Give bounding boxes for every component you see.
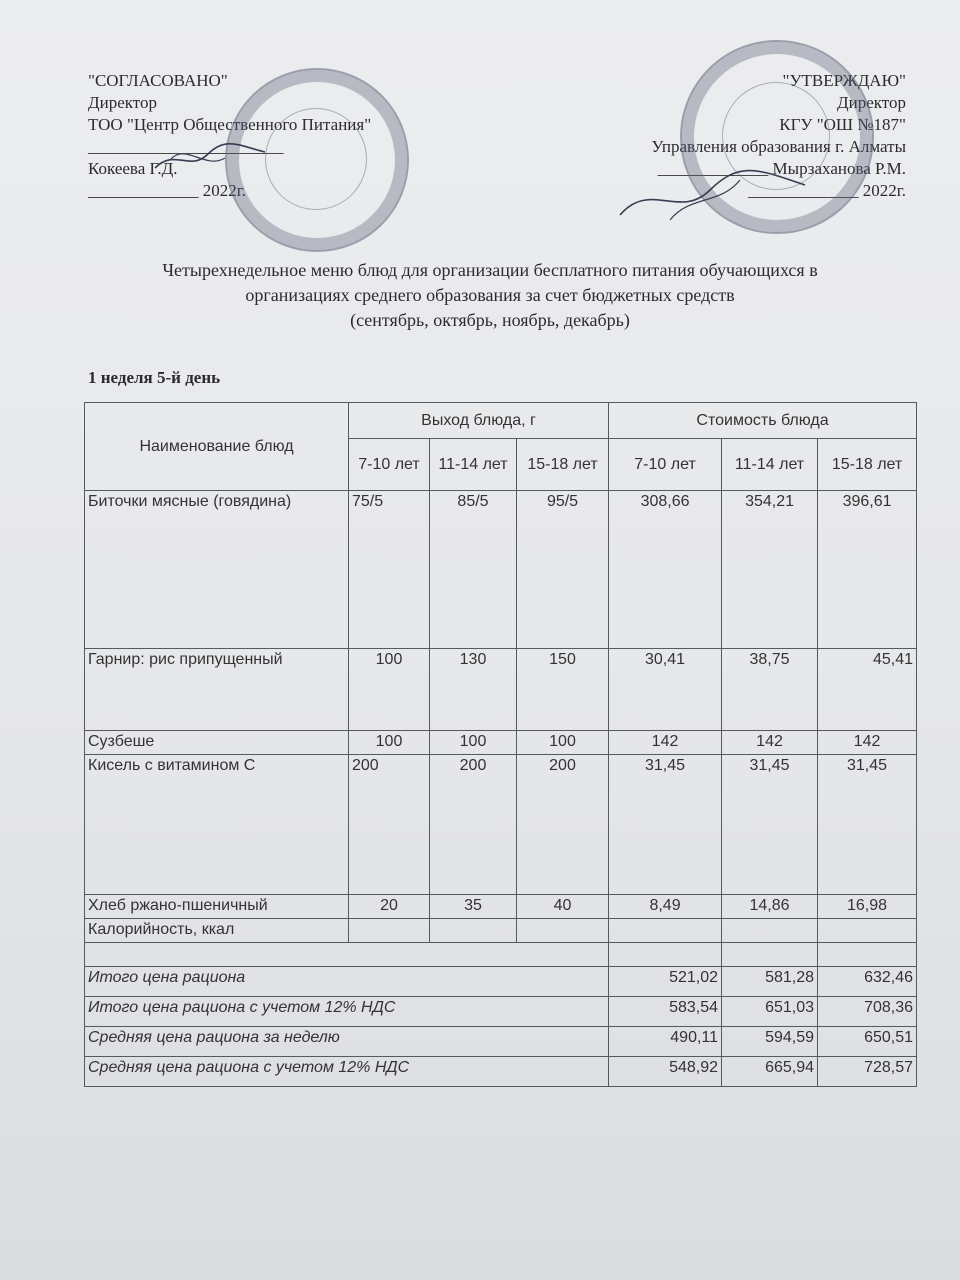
total-15-18: 632,46 [818,967,917,997]
cost-15-18: 45,41 [818,649,917,731]
menu-table [84,402,917,1087]
cost-7-10: 31,45 [609,755,722,895]
calories-label: Калорийность, ккал [85,919,349,943]
total-label: Итого цена рациона [85,967,609,997]
yield-7-10: 20 [349,895,430,919]
agreed-label: "СОГЛАСОВАНО" [88,71,228,90]
header-age-7-10: 7-10 лет [349,439,430,491]
cost-11-14: 31,45 [722,755,818,895]
yield-7-10: 100 [349,731,430,755]
total-row [85,1057,917,1087]
header-cost-age-15-18: 15-18 лет [818,439,917,491]
yield-15-18: 40 [517,895,609,919]
agreed-date: _____________ 2022г. [88,181,247,200]
cost-15-18: 142 [818,731,917,755]
title-line-1: Четырехнедельное меню блюд для организации бесплатного питания обучающихся в [162,260,818,280]
total-11-14: 665,94 [722,1057,818,1087]
table-row [85,649,917,731]
yield-11-14: 100 [430,731,517,755]
yield-15-18: 95/5 [517,491,609,649]
cost-11-14: 142 [722,731,818,755]
dish-name: Сузбеше [85,731,349,755]
header-age-11-14: 11-14 лет [430,439,517,491]
cost-15-18: 396,61 [818,491,917,649]
cost-11-14: 354,21 [722,491,818,649]
header-cost-age-11-14: 11-14 лет [722,439,818,491]
total-15-18: 728,57 [818,1057,917,1087]
yield-7-10: 75/5 [349,491,430,649]
total-7-10: 521,02 [609,967,722,997]
total-11-14: 594,59 [722,1027,818,1057]
yield-15-18: 200 [517,755,609,895]
yield-15-18: 150 [517,649,609,731]
cost-15-18: 16,98 [818,895,917,919]
total-7-10: 548,92 [609,1057,722,1087]
agreed-organization: ТОО "Центр Общественного Питания" [88,115,372,134]
total-11-14: 581,28 [722,967,818,997]
calories-row [85,919,917,943]
week-day-label: 1 неделя 5-й день [88,368,221,387]
total-11-14: 651,03 [722,997,818,1027]
cost-7-10: 308,66 [609,491,722,649]
cost-7-10: 30,41 [609,649,722,731]
total-15-18: 708,36 [818,997,917,1027]
approved-position: Директор [837,93,906,112]
agreed-name: Кокеева Г.Д. [88,159,178,178]
header-cost-age-7-10: 7-10 лет [609,439,722,491]
total-label: Средняя цена рациона с учетом 12% НДС [85,1057,609,1087]
total-row [85,997,917,1027]
approved-name: _____________ Мырзаханова Р.М. [657,159,906,178]
yield-7-10: 200 [349,755,430,895]
total-row [85,1027,917,1057]
dish-name: Гарнир: рис припущенный [85,649,349,731]
table-row [85,895,917,919]
table-row [85,755,917,895]
dish-name: Хлеб ржано-пшеничный [85,895,349,919]
dish-name: Кисель с витамином С [85,755,349,895]
total-label: Итого цена рациона с учетом 12% НДС [85,997,609,1027]
header-cost: Стоимость блюда [609,403,917,439]
table-row [85,491,917,649]
table-row [85,731,917,755]
title-line-3: (сентябрь, октябрь, ноябрь, декабрь) [350,310,630,330]
total-7-10: 583,54 [609,997,722,1027]
yield-11-14: 200 [430,755,517,895]
approved-date: _____________ 2022г. [747,181,906,200]
header-age-15-18: 15-18 лет [517,439,609,491]
header-yield: Выход блюда, г [349,403,609,439]
signature-left [150,130,270,180]
cost-15-18: 31,45 [818,755,917,895]
yield-11-14: 130 [430,649,517,731]
title-line-2: организациях среднего образования за счет бюджетных средств [245,285,735,305]
approved-organization: КГУ "ОШ №187" [779,115,906,134]
yield-11-14: 35 [430,895,517,919]
document-title [60,258,920,333]
cost-11-14: 38,75 [722,649,818,731]
cost-7-10: 8,49 [609,895,722,919]
total-label: Средняя цена рациона за неделю [85,1027,609,1057]
agreed-position: Директор [88,93,157,112]
dish-name: Биточки мясные (говядина) [85,491,349,649]
header-dish-name: Наименование блюд [85,403,349,491]
signature-line-left: _______________________ [88,137,284,156]
approved-department: Управления образования г. Алматы [651,137,906,156]
yield-15-18: 100 [517,731,609,755]
signature-right [610,160,810,230]
cost-7-10: 142 [609,731,722,755]
spacer-row [85,943,917,967]
total-15-18: 650,51 [818,1027,917,1057]
approved-label: "УТВЕРЖДАЮ" [782,71,906,90]
total-row [85,967,917,997]
yield-7-10: 100 [349,649,430,731]
cost-11-14: 14,86 [722,895,818,919]
yield-11-14: 85/5 [430,491,517,649]
total-7-10: 490,11 [609,1027,722,1057]
